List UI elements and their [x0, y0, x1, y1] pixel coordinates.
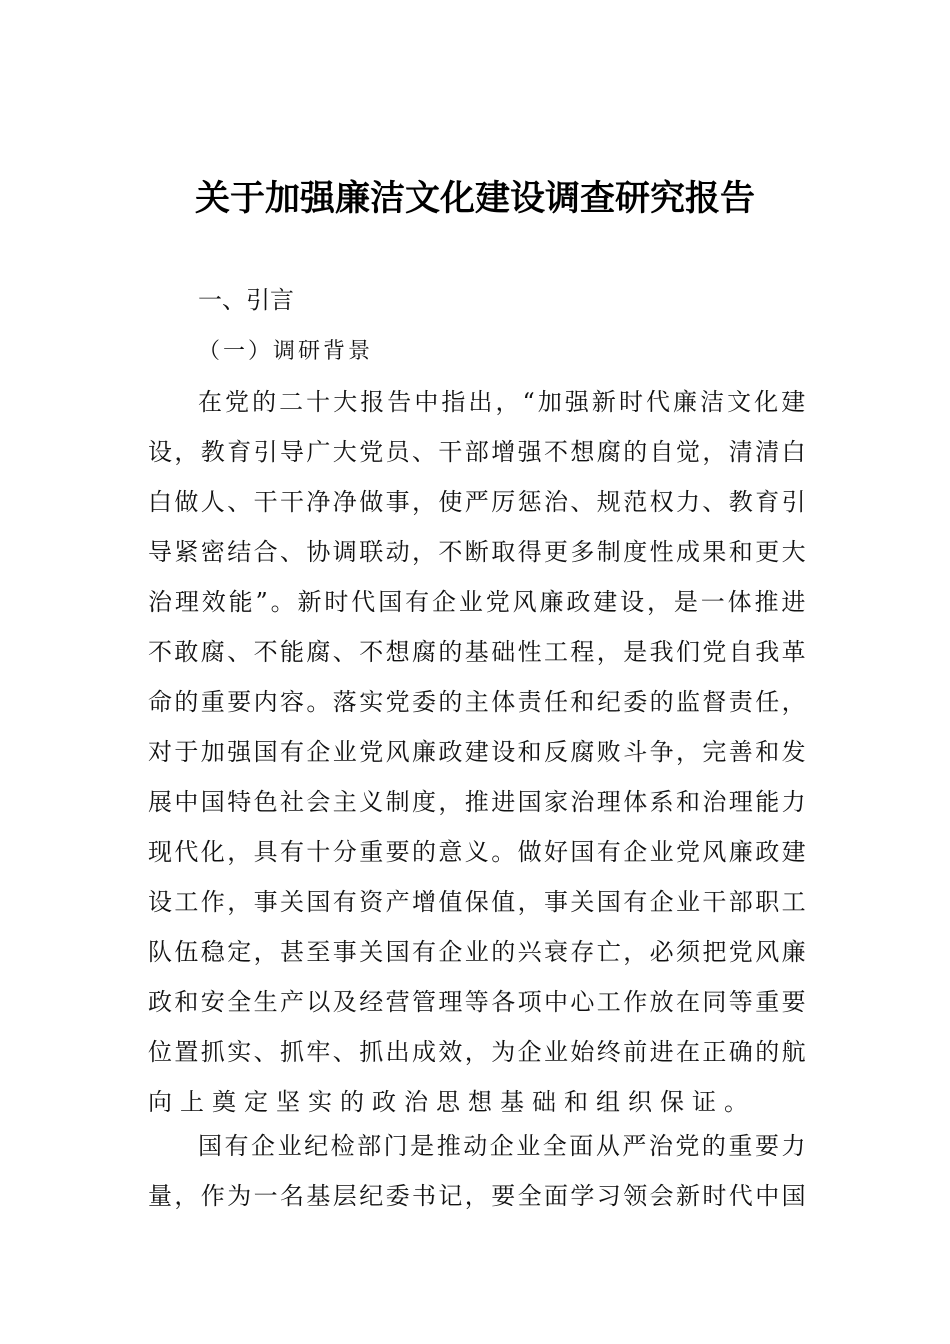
paragraph-1-line: 治理效能”。新时代国有企业党风廉政建设，是一体推进 [148, 588, 809, 616]
paragraph-1-line: 向上奠定坚实的政治思想基础和组织保证。 [148, 1088, 756, 1116]
paragraph-1-line: 政和安全生产以及经营管理等各项中心工作放在同等重要 [148, 988, 808, 1016]
paragraph-1-line: 命的重要内容。落实党委的主体责任和纪委的监督责任， [148, 688, 808, 716]
paragraph-1-line: 设，教育引导广大党员、干部增强不想腐的自觉，清清白 [148, 438, 808, 466]
subsection-heading-background: （一）调研背景 [198, 339, 374, 364]
paragraph-1-line: 展中国特色社会主义制度，推进国家治理体系和治理能力 [148, 788, 808, 816]
paragraph-1-line: 对于加强国有企业党风廉政建设和反腐败斗争，完善和发 [148, 738, 808, 766]
paragraph-1-line: 导紧密结合、协调联动，不断取得更多制度性成果和更大 [148, 538, 808, 566]
paragraph-1-line: 队伍稳定，甚至事关国有企业的兴衰存亡，必须把党风廉 [148, 938, 808, 966]
paragraph-1-line: 白做人、干干净净做事，使严厉惩治、规范权力、教育引 [148, 488, 808, 516]
paragraph-1-line: 位置抓实、抓牢、抓出成效，为企业始终前进在正确的航 [148, 1038, 808, 1066]
paragraph-1-line: 设工作，事关国有资产增值保值，事关国有企业干部职工 [148, 888, 808, 916]
section-heading-introduction: 一、引言 [198, 286, 294, 314]
document-title: 关于加强廉洁文化建设调查研究报告 [194, 178, 755, 219]
paragraph-2-line: 量，作为一名基层纪委书记，要全面学习领会新时代中国 [148, 1182, 808, 1210]
paragraph-1-line: 不敢腐、不能腐、不想腐的基础性工程，是我们党自我革 [148, 638, 808, 666]
paragraph-1-line: 现代化，具有十分重要的意义。做好国有企业党风廉政建 [148, 838, 808, 866]
paragraph-2-line: 国有企业纪检部门是推动企业全面从严治党的重要力 [198, 1132, 808, 1160]
paragraph-1-line: 在党的二十大报告中指出，“加强新时代廉洁文化建 [198, 388, 809, 416]
